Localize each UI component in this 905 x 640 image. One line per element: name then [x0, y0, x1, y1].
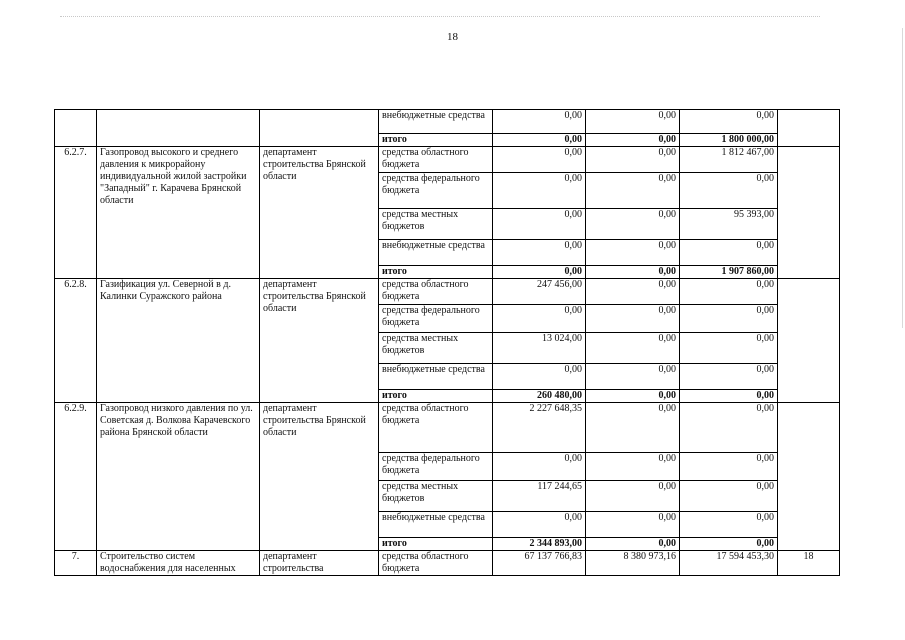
value-year-1: 0,00 [493, 209, 586, 240]
value-year-3: 1 800 000,00 [680, 134, 778, 147]
scan-artifact-line [60, 16, 820, 17]
value-year-1: 0,00 [493, 240, 586, 266]
value-year-3: 0,00 [680, 240, 778, 266]
value-year-1: 0,00 [493, 147, 586, 173]
budget-table [54, 109, 840, 576]
value-year-1: 13 024,00 [493, 333, 586, 364]
funding-source: средства местных бюджетов [379, 333, 493, 364]
last-column: 18 [778, 551, 840, 576]
item-name: Газопровод низкого давления по ул. Советская д. Волкова Карачевского района Брянской области [97, 403, 260, 551]
department: департамент строительства Брянской области [260, 403, 379, 551]
value-year-3: 0,00 [680, 173, 778, 209]
scan-artifact-edge [902, 28, 903, 328]
value-year-2: 0,00 [586, 453, 680, 481]
value-year-3: 0,00 [680, 403, 778, 453]
funding-source: итого [379, 134, 493, 147]
value-year-3: 0,00 [680, 512, 778, 538]
value-year-3: 0,00 [680, 279, 778, 305]
value-year-3: 95 393,00 [680, 209, 778, 240]
value-year-2: 0,00 [586, 173, 680, 209]
value-year-2: 0,00 [586, 390, 680, 403]
funding-source: средства федерального бюджета [379, 453, 493, 481]
item-name: Газификация ул. Северной в д. Калинки Суражского района [97, 279, 260, 403]
table-row [55, 279, 840, 305]
value-year-2: 0,00 [586, 134, 680, 147]
last-column [778, 403, 840, 551]
table-row [55, 110, 840, 134]
value-year-3: 0,00 [680, 481, 778, 512]
value-year-2: 0,00 [586, 147, 680, 173]
value-year-3: 0,00 [680, 538, 778, 551]
funding-source: итого [379, 390, 493, 403]
page-number: 18 [447, 31, 458, 43]
value-year-3: 17 594 453,30 [680, 551, 778, 576]
funding-source: внебюджетные средства [379, 110, 493, 134]
value-year-2: 0,00 [586, 333, 680, 364]
funding-source: средства местных бюджетов [379, 209, 493, 240]
value-year-2: 0,00 [586, 110, 680, 134]
value-year-1: 0,00 [493, 266, 586, 279]
value-year-3: 0,00 [680, 364, 778, 390]
item-number [55, 110, 97, 147]
funding-source: средства местных бюджетов [379, 481, 493, 512]
item-name: Строительство систем водоснабжения для населенных [97, 551, 260, 576]
value-year-2: 0,00 [586, 266, 680, 279]
value-year-1: 0,00 [493, 364, 586, 390]
funding-source: средства областного бюджета [379, 279, 493, 305]
table-row [55, 147, 840, 173]
item-number: 6.2.9. [55, 403, 97, 551]
value-year-3: 0,00 [680, 305, 778, 333]
funding-source: итого [379, 538, 493, 551]
item-name: Газопровод высокого и среднего давления к микрорайону индивидуальной жилой застройки "Западный" г. Карачева Брянской области [97, 147, 260, 279]
value-year-3: 0,00 [680, 453, 778, 481]
department: департамент строительства Брянской области [260, 279, 379, 403]
funding-source: средства областного бюджета [379, 551, 493, 576]
value-year-1: 0,00 [493, 453, 586, 481]
value-year-3: 0,00 [680, 333, 778, 364]
last-column [778, 147, 840, 279]
item-name [97, 110, 260, 147]
table-row [55, 551, 840, 576]
funding-source: итого [379, 266, 493, 279]
value-year-1: 2 344 893,00 [493, 538, 586, 551]
value-year-1: 0,00 [493, 134, 586, 147]
value-year-3: 0,00 [680, 390, 778, 403]
last-column [778, 279, 840, 403]
value-year-2: 0,00 [586, 240, 680, 266]
funding-source: средства федерального бюджета [379, 305, 493, 333]
table-row [55, 403, 840, 453]
value-year-2: 0,00 [586, 538, 680, 551]
value-year-1: 260 480,00 [493, 390, 586, 403]
value-year-2: 0,00 [586, 209, 680, 240]
value-year-3: 0,00 [680, 110, 778, 134]
last-column [778, 110, 840, 147]
value-year-2: 0,00 [586, 305, 680, 333]
item-number: 7. [55, 551, 97, 576]
funding-source: внебюджетные средства [379, 240, 493, 266]
item-number: 6.2.7. [55, 147, 97, 279]
department [260, 110, 379, 147]
value-year-2: 0,00 [586, 364, 680, 390]
funding-source: средства областного бюджета [379, 147, 493, 173]
funding-source: средства федерального бюджета [379, 173, 493, 209]
funding-source: внебюджетные средства [379, 364, 493, 390]
value-year-1: 0,00 [493, 512, 586, 538]
department: департамент строительства Брянской области [260, 147, 379, 279]
value-year-3: 1 907 860,00 [680, 266, 778, 279]
value-year-3: 1 812 467,00 [680, 147, 778, 173]
value-year-1: 2 227 648,35 [493, 403, 586, 453]
value-year-2: 0,00 [586, 279, 680, 305]
value-year-1: 0,00 [493, 305, 586, 333]
value-year-2: 0,00 [586, 403, 680, 453]
value-year-1: 0,00 [493, 173, 586, 209]
value-year-2: 0,00 [586, 481, 680, 512]
value-year-2: 8 380 973,16 [586, 551, 680, 576]
value-year-1: 0,00 [493, 110, 586, 134]
funding-source: средства областного бюджета [379, 403, 493, 453]
value-year-1: 247 456,00 [493, 279, 586, 305]
department: департамент строительства [260, 551, 379, 576]
funding-source: внебюджетные средства [379, 512, 493, 538]
item-number: 6.2.8. [55, 279, 97, 403]
value-year-1: 117 244,65 [493, 481, 586, 512]
value-year-1: 67 137 766,83 [493, 551, 586, 576]
value-year-2: 0,00 [586, 512, 680, 538]
